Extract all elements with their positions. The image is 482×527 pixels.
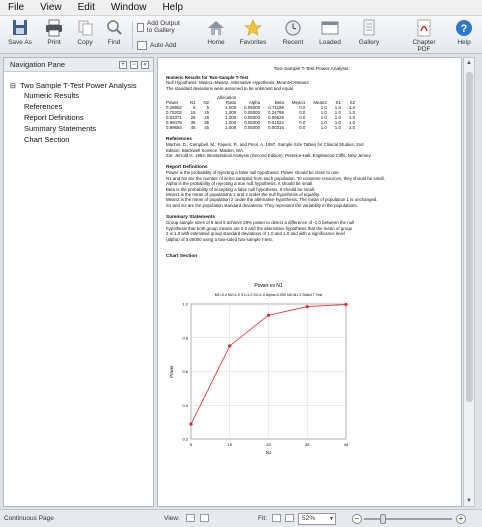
auto-add-checkbox[interactable]: [137, 41, 176, 50]
table-cell: 15: [204, 110, 210, 116]
single-page-view-icon[interactable]: [186, 514, 195, 522]
summary-line: Group sample sizes of 5 and 5 achieve 29% power to detect a difference of -1.0 between the null: [166, 220, 355, 226]
table-cell: 35: [204, 120, 210, 126]
vertical-scrollbar[interactable]: [463, 57, 475, 507]
status-bar: [0, 509, 482, 527]
chevron-down-icon: ▼: [329, 516, 334, 522]
table-cell: 0.24798: [268, 110, 284, 116]
help-icon: [454, 19, 474, 37]
x-tick-label: 5: [189, 442, 193, 447]
hypothesis-text: Null Hypothesis: Mean1=Mean2. Alternative Hypothesis: Mean1<>Mean2: [166, 80, 309, 86]
gallery-button[interactable]: [356, 19, 382, 53]
table-cell: 5: [206, 105, 210, 111]
chapter-pdf-button[interactable]: [406, 19, 442, 53]
table-cell: 25: [190, 115, 196, 121]
menu-help[interactable]: Help: [162, 2, 184, 13]
table-cell: 5: [193, 105, 196, 111]
table-cell: 0.05000: [244, 115, 261, 121]
table-cell: 1.000: [225, 120, 237, 126]
loaded-button[interactable]: [316, 19, 344, 53]
expand-all-button[interactable]: +: [119, 61, 127, 69]
facing-page-view-icon[interactable]: [200, 514, 209, 522]
page-mode-label[interactable]: Continuous Page: [4, 515, 54, 522]
table-cell: 25: [204, 115, 210, 121]
window-icon: [320, 19, 340, 37]
table-cell: 1.000: [225, 115, 237, 121]
x-tick-label: 15: [227, 442, 232, 447]
table-cell: 1.0: [320, 115, 327, 121]
scroll-down-icon[interactable]: ▼: [466, 498, 472, 504]
summary-line: 2 is 1.0 with estimated group standard deviations of 1.0 and 1.0 and with a significance level: [166, 231, 345, 237]
menu-edit[interactable]: Edit: [77, 2, 95, 13]
column-header: N2: [203, 100, 210, 106]
column-header: Mean1: [291, 100, 306, 106]
table-cell: 0.98478: [166, 120, 182, 126]
find-button[interactable]: [104, 19, 124, 53]
table-cell: 1.000: [225, 110, 237, 116]
table-cell: 0.01522: [268, 120, 284, 126]
help-label: Help: [457, 39, 471, 46]
column-header: Alpha: [248, 100, 261, 106]
printer-icon: [44, 19, 64, 37]
navigation-pane: [3, 57, 154, 507]
column-header: Power: [166, 100, 179, 106]
table-cell: 0.0: [299, 110, 306, 116]
table-cell: 1.0: [348, 125, 356, 131]
zoom-slider-knob[interactable]: [380, 514, 386, 524]
summary-line: hypothesis that both group means are 0.0 and the alternative hypothesis that the mean of group: [166, 225, 352, 231]
table-cell: 1.0: [320, 110, 327, 116]
zoom-value: 52%: [302, 515, 316, 522]
table-cell: 0.0: [299, 120, 306, 126]
chapter-pdf-label: Chapter PDF: [412, 39, 436, 53]
add-output-icon: [137, 23, 144, 32]
data-point: [306, 305, 309, 308]
zoom-out-button[interactable]: −: [352, 514, 362, 524]
table-cell: 1.0: [348, 105, 356, 111]
copy-icon: [75, 19, 95, 37]
column-header: S1: [335, 100, 341, 106]
hide-pane-button[interactable]: «: [141, 61, 149, 69]
column-header: Beta: [274, 100, 284, 106]
favorites-label: Favorites: [239, 39, 267, 46]
copy-label: Copy: [77, 39, 93, 46]
table-cell: 0.06629: [268, 115, 284, 121]
svg-text:?: ?: [460, 23, 468, 35]
view-label: View:: [164, 515, 180, 522]
save-as-label: Save As: [8, 39, 32, 46]
favorites-button[interactable]: [236, 19, 270, 53]
table-cell: 1.0: [348, 120, 356, 126]
navigation-tree: [4, 72, 153, 145]
add-output-label: Add Output to Gallery: [146, 20, 180, 34]
table-cell: 0.05000: [244, 125, 261, 131]
navigation-pane-header: [4, 58, 153, 72]
loaded-label: Loaded: [319, 39, 341, 46]
definition-line: S1 and S2 are the population standard deviations. They represent the variability in the populations.: [166, 202, 358, 208]
home-icon: [206, 19, 226, 37]
table-cell: 1.0: [320, 125, 327, 131]
reference-line: Machin, D., Campbell, M., Fayers, P., and Pinol, A. 1997. Sample Size Tables for Clinical Studies, 2nd: [166, 142, 364, 148]
chart-section-heading: Chart Section: [166, 253, 198, 259]
table-cell: 1.0: [334, 110, 341, 116]
home-button[interactable]: [204, 19, 228, 53]
navigation-pane-title: Navigation Pane: [10, 60, 66, 69]
recent-button[interactable]: [280, 19, 306, 53]
table-cell: 1.0: [320, 105, 327, 111]
table-cell: 45: [204, 125, 210, 131]
table-cell: 1.000: [225, 105, 237, 111]
x-axis-label: N1: [265, 450, 272, 455]
auto-add-label: Auto Add: [150, 42, 177, 49]
document-view: [157, 57, 462, 507]
tree-item-summary-statements[interactable]: Summary Statements: [24, 124, 97, 133]
zoom-in-button[interactable]: +: [456, 514, 466, 524]
table-cell: 1.0: [348, 115, 356, 121]
table-cell: 0.05000: [244, 105, 261, 111]
table-cell: 1.0: [320, 120, 327, 126]
table-cell: 1.0: [348, 110, 356, 116]
table-cell: 0.00316: [268, 125, 284, 131]
x-tick-label: 35: [305, 442, 310, 447]
data-point: [228, 344, 231, 347]
table-cell: 0.93371: [166, 115, 182, 121]
table-cell: 0.0: [299, 105, 306, 111]
collapse-all-button[interactable]: −: [130, 61, 138, 69]
floppy-disk-icon: [10, 19, 30, 37]
print-button[interactable]: [42, 19, 66, 53]
chart-subtitle: M1=0.0 M2=1.0 S1=1.0 S2=1.0 Alpha=0.050 N2=N1 2-Sided T Test: [214, 293, 323, 297]
table-cell: 1.000: [225, 125, 237, 131]
definition-line: N1 and N2 are the number of items sampled from each population. To conserve resources, they should be small.: [166, 175, 385, 181]
allocation-header: Allocation: [217, 95, 237, 101]
collapse-toggle-icon[interactable]: ⊟: [10, 82, 16, 90]
clock-icon: [283, 19, 303, 37]
save-as-button[interactable]: [6, 19, 34, 53]
tree-root[interactable]: [10, 81, 153, 90]
definition-line: Mean2 is the mean of population 2 under the alternative hypothesis. The mean of population 1 is unchanged.: [166, 197, 378, 203]
y-tick-label: 0.8: [182, 335, 188, 341]
table-cell: 0.28802: [166, 105, 182, 111]
zoom-select[interactable]: [298, 513, 336, 525]
table-cell: 1.0: [334, 125, 341, 131]
column-header: Mean2: [313, 100, 327, 106]
checkbox-icon: [137, 41, 147, 50]
y-tick-label: 0.6: [182, 369, 188, 374]
table-cell: 0.0: [299, 115, 306, 121]
data-point: [189, 423, 192, 426]
tree-item-numeric-results[interactable]: Numeric Results: [24, 91, 80, 100]
table-cell: 35: [190, 120, 196, 126]
tree-root-label: Two Sample T-Test Power Analysis: [20, 81, 137, 90]
recent-label: Recent: [282, 39, 304, 46]
reference-line: Zar, Jerrold H. 1984. Biostatistical Analysis (Second Edition). Prentice-Hall. Englewood Cliffs, New Jersey.: [166, 153, 372, 159]
toolbar: [0, 16, 482, 54]
scroll-thumb[interactable]: [466, 72, 473, 402]
x-tick-label: 25: [266, 442, 271, 447]
y-axis-label: Power: [169, 365, 174, 378]
table-cell: 15: [190, 110, 196, 116]
x-tick-label: 45: [343, 442, 349, 447]
fit-width-icon[interactable]: [285, 514, 294, 522]
definitions-heading: Report Definitions: [166, 165, 208, 171]
column-header: S2: [349, 100, 356, 106]
table-cell: 0.05000: [244, 110, 261, 116]
definition-line: Power is the probability of rejecting a false null hypothesis. Power should be close to one.: [166, 170, 340, 176]
power-chart: [158, 58, 461, 506]
help-button[interactable]: [452, 19, 476, 53]
table-cell: 45: [190, 125, 196, 131]
y-tick-label: 0.4: [182, 402, 188, 408]
sd-note: The standard deviations were assumed to be unknown and equal.: [166, 85, 295, 91]
toolbar-separator: [132, 21, 133, 49]
menu-bar: [0, 0, 482, 16]
tree-item-chart-section[interactable]: Chart Section: [24, 135, 70, 144]
summary-heading: Summary Statements: [166, 215, 216, 221]
scroll-up-icon[interactable]: ▲: [466, 60, 472, 66]
column-header: Ratio: [225, 100, 237, 106]
menu-window[interactable]: Window: [110, 2, 147, 13]
y-tick-label: 1.0: [182, 301, 188, 307]
menu-view[interactable]: View: [40, 2, 62, 13]
print-label: Print: [47, 39, 61, 46]
definition-line: Beta is the probability of accepting a false null hypothesis. It should be small.: [166, 186, 316, 192]
table-cell: 0.71198: [268, 105, 284, 111]
column-header: N1: [189, 100, 196, 106]
data-point: [344, 303, 347, 306]
table-cell: 1.0: [334, 105, 341, 111]
table-cell: 0.0: [299, 125, 306, 131]
table-cell: 0.05000: [244, 120, 261, 126]
summary-line: (alpha) of 0.05000 using a two-sided two-sample t-test.: [166, 236, 273, 242]
fit-label: Fit:: [258, 515, 268, 522]
search-icon: [104, 19, 124, 37]
copy-button[interactable]: [74, 19, 96, 53]
find-label: Find: [107, 39, 121, 46]
data-point: [267, 314, 270, 317]
tree-item-references[interactable]: References: [24, 102, 63, 111]
home-label: Home: [207, 39, 225, 46]
gallery-label: Gallery: [358, 39, 380, 46]
definition-line: Alpha is the probability of rejecting a true null hypothesis. It should be small.: [166, 181, 314, 187]
y-tick-label: 0.2: [182, 436, 188, 442]
references-heading: References: [166, 137, 192, 143]
star-icon: [243, 19, 263, 37]
table-cell: 0.75202: [166, 110, 182, 116]
numeric-results-heading: Numeric Results for Two-Sample T-Test: [166, 75, 249, 80]
menu-file[interactable]: File: [8, 2, 25, 13]
table-cell: 0.99684: [166, 125, 182, 131]
definition-line: Mean1 is the mean of populations 1 and 2 under the null hypothesis of equality.: [166, 192, 320, 198]
zoom-slider-track[interactable]: [364, 518, 452, 520]
gallery-icon: [359, 19, 379, 37]
table-cell: 1.0: [334, 115, 341, 121]
add-output-button[interactable]: [137, 20, 185, 34]
pdf-icon: [414, 19, 434, 37]
table-cell: 1.0: [334, 120, 341, 126]
chart-title: Power vs N1: [254, 283, 283, 289]
fit-height-icon[interactable]: [272, 514, 281, 522]
tree-item-report-definitions[interactable]: Report Definitions: [24, 113, 84, 122]
reference-line: Edition. Blackwell Science. Malden, MA.: [166, 147, 245, 153]
report-title: Two-Sample T-Test Power Analysis: [273, 67, 349, 72]
